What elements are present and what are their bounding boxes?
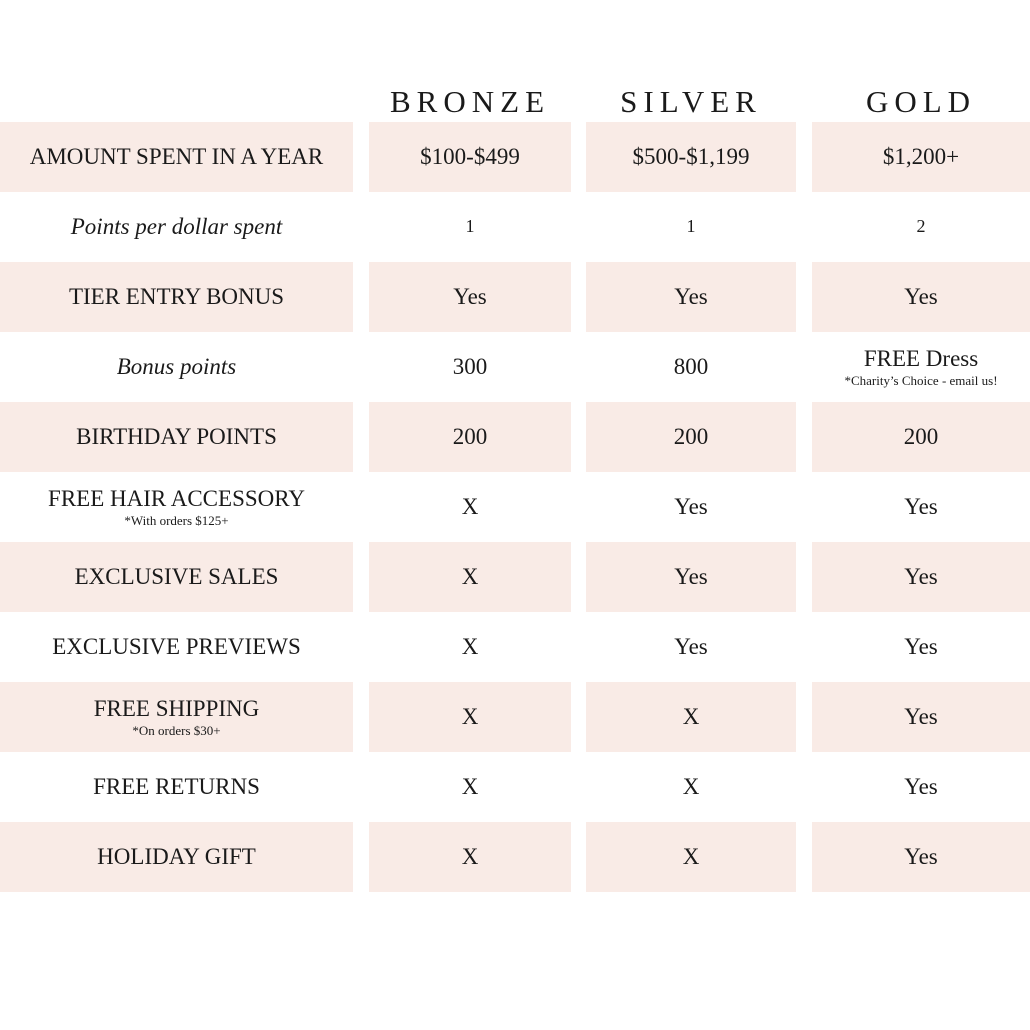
silver-cell (586, 472, 796, 542)
bronze-cell (369, 612, 571, 682)
bronze-value: 300 (452, 354, 488, 380)
gold-value: Yes (904, 564, 938, 590)
silver-cell (586, 612, 796, 682)
bronze-cell (369, 402, 571, 472)
row-label: FREE SHIPPING (93, 696, 260, 722)
gold-cell (812, 192, 1030, 262)
row-label-cell (0, 472, 353, 542)
bronze-cell (369, 682, 571, 752)
row-label: TIER ENTRY BONUS (68, 284, 285, 310)
gold-cell (812, 612, 1030, 682)
table-row-free-hair-accessory (0, 472, 1030, 542)
silver-cell (586, 752, 796, 822)
gold-cell (812, 332, 1030, 402)
bronze-cell (369, 472, 571, 542)
silver-value: $500-$1,199 (632, 144, 750, 170)
gold-cell (812, 402, 1030, 472)
gold-value: 2 (916, 216, 926, 237)
silver-cell (586, 332, 796, 402)
gold-value: Yes (904, 634, 938, 660)
row-note: *With orders $125+ (124, 512, 229, 528)
row-label-cell (0, 682, 353, 752)
row-label-cell (0, 192, 353, 262)
row-label-cell (0, 402, 353, 472)
silver-value: X (682, 774, 700, 800)
tier-header-bronze: BRONZE (390, 84, 550, 119)
silver-value: Yes (674, 564, 708, 590)
gold-cell (812, 262, 1030, 332)
silver-value: 800 (673, 354, 709, 380)
bronze-value: X (461, 494, 479, 520)
table-row-exclusive-previews (0, 612, 1030, 682)
gold-value: $1,200+ (882, 144, 960, 170)
gold-cell (812, 472, 1030, 542)
bronze-value: 200 (452, 424, 488, 450)
bronze-cell (369, 822, 571, 892)
silver-cell (586, 542, 796, 612)
table-row-exclusive-sales (0, 542, 1030, 612)
bronze-cell (369, 122, 571, 192)
table-row-bonus-points (0, 332, 1030, 402)
bronze-value: X (461, 704, 479, 730)
table-row-holiday-gift (0, 822, 1030, 892)
tier-header-gold: GOLD (865, 84, 977, 119)
bronze-value: Yes (453, 284, 487, 310)
row-label: EXCLUSIVE PREVIEWS (52, 634, 301, 660)
table-row-birthday-points (0, 402, 1030, 472)
bronze-cell (369, 752, 571, 822)
row-label-cell (0, 122, 353, 192)
bronze-value: $100-$499 (420, 144, 520, 170)
gold-value: Yes (904, 774, 938, 800)
bronze-value: X (461, 844, 479, 870)
gold-value: FREE Dress (863, 346, 979, 372)
table-row-free-shipping (0, 682, 1030, 752)
gold-note: *Charity’s Choice - email us! (844, 372, 998, 388)
silver-cell (586, 682, 796, 752)
row-label-cell (0, 752, 353, 822)
row-label: FREE RETURNS (93, 774, 260, 800)
tier-header-silver: SILVER (620, 84, 762, 119)
table-row-free-returns (0, 752, 1030, 822)
bronze-value: X (461, 774, 479, 800)
silver-value: 200 (673, 424, 709, 450)
row-label-cell (0, 332, 353, 402)
gold-value: Yes (904, 704, 938, 730)
row-label: EXCLUSIVE SALES (74, 564, 279, 590)
bronze-value: X (461, 634, 479, 660)
table-row-amount-spent (0, 122, 1030, 192)
silver-value: X (682, 844, 700, 870)
gold-value: Yes (904, 844, 938, 870)
bronze-cell (369, 262, 571, 332)
gold-cell (812, 822, 1030, 892)
gold-cell (812, 682, 1030, 752)
row-label: BIRTHDAY POINTS (76, 424, 277, 450)
row-label-cell (0, 822, 353, 892)
gold-value: Yes (904, 284, 938, 310)
row-label: AMOUNT SPENT IN A YEAR (29, 144, 324, 170)
bronze-value: 1 (465, 216, 475, 237)
row-label-cell (0, 262, 353, 332)
row-label: FREE HAIR ACCESSORY (48, 486, 305, 512)
table-row-tier-entry-bonus (0, 262, 1030, 332)
gold-value: 200 (903, 424, 939, 450)
row-label-cell (0, 612, 353, 682)
row-label: Points per dollar spent (70, 214, 283, 240)
silver-value: Yes (674, 284, 708, 310)
row-note: *On orders $30+ (132, 722, 221, 738)
gold-cell (812, 542, 1030, 612)
tier-header-row (0, 84, 1030, 124)
gold-value: Yes (904, 494, 938, 520)
bronze-value: X (461, 564, 479, 590)
silver-value: 1 (686, 216, 696, 237)
silver-cell (586, 822, 796, 892)
silver-value: X (682, 704, 700, 730)
row-label: Bonus points (116, 354, 237, 380)
silver-cell (586, 262, 796, 332)
gold-cell (812, 752, 1030, 822)
silver-cell (586, 122, 796, 192)
row-label: HOLIDAY GIFT (97, 844, 256, 870)
silver-value: Yes (674, 494, 708, 520)
bronze-cell (369, 542, 571, 612)
silver-cell (586, 192, 796, 262)
bronze-cell (369, 192, 571, 262)
silver-value: Yes (674, 634, 708, 660)
bronze-cell (369, 332, 571, 402)
row-label-cell (0, 542, 353, 612)
table-row-points-per-dollar (0, 192, 1030, 262)
silver-cell (586, 402, 796, 472)
gold-cell (812, 122, 1030, 192)
